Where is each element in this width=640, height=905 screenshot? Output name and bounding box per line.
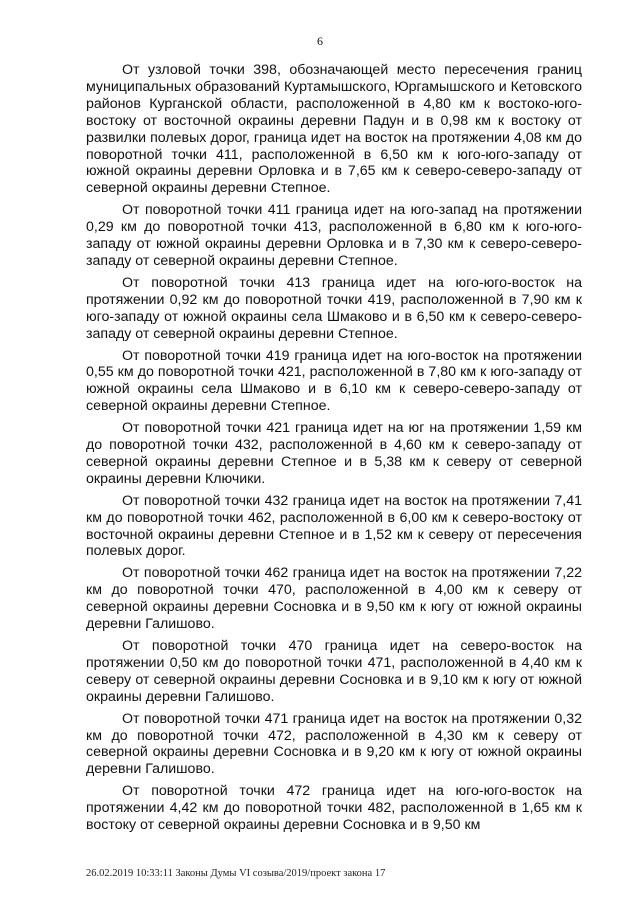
paragraph-6: От поворотной точки 432 граница идет на восток на протяжении 7,41 км до поворотной точки 462, расположенной в 6,00 км к северо-востоку от восточной окраины деревни Степное и в 1,52 км к северу от пересечения полевых дорог. xyxy=(86,492,582,560)
paragraph-7: От поворотной точки 462 граница идет на восток на протяжении 7,22 км до поворотной точки 470, расположенной в 4,00 км к северу от северной окраины деревни Сосновка и в 9,50 км к югу от южной окраины деревни Галишово. xyxy=(86,565,582,633)
paragraph-5: От поворотной точки 421 граница идет на юг на протяжении 1,59 км до поворотной точки 432, расположенной в 4,60 км к северо-западу от северной окраины деревни Степное и в 5,38 км к северу от северной окраины деревни Ключики. xyxy=(86,420,582,487)
paragraph-8: От поворотной точки 470 граница идет на северо-восток на протяжении 0,50 км до поворотной точки 471, расположенной в 4,40 км к северу от северной окраины деревни Сосновка и в 9,10 км к югу от южной окраины деревни Галишово. xyxy=(86,638,582,705)
paragraph-9: От поворотной точки 471 граница идет на восток на протяжении 0,32 км до поворотной точки 472, расположенной в 4,30 км к северу от северной окраины деревни Сосновка и в 9,20 км к югу от южной окраины деревни Галишово. xyxy=(86,710,582,778)
paragraph-1: От узловой точки 398, обозначающей место пересечения границ муниципальных образований Куртамышского, Юргамышского и Кетовского районов Курганской области, расположенной в 4,80 км к востоко-юго-востоку от восточной окраины деревни Падун и в 0,98 км к востоку от развилки полевых дорог, граница идет на восток на протяжении 4,08 км до поворотной точки 411, расположенной в 6,50 км к юго-юго-западу от южной окраины деревни Орловка и в 7,65 км к северо-северо-западу от северной окраины деревни Степное. xyxy=(86,62,582,197)
paragraph-10: От поворотной точки 472 граница идет на юго-юго-восток на протяжении 4,42 км до поворотной точки 482, расположенной в 1,65 км к востоку от северной окраины деревни Сосновка и в 9,50 км xyxy=(86,783,582,834)
document-body xyxy=(86,62,582,839)
footer-note: 26.02.2019 10:33:11 Законы Думы VI созыва/2019/проект закона 17 xyxy=(86,868,386,879)
paragraph-4: От поворотной точки 419 граница идет на юго-восток на протяжении 0,55 км до поворотной точки 421, расположенной в 7,80 км к юго-западу от южной окраины села Шмаково и в 6,10 км к северо-северо-западу от северной окраины деревни Степное. xyxy=(86,347,582,415)
paragraph-2: От поворотной точки 411 граница идет на юго-запад на протяжении 0,29 км до поворотной точки 413, расположенной в 6,80 км к юго-юго-западу от южной окраины деревни Орловка и в 7,30 км к северо-северо-западу от северной окраины деревни Степное. xyxy=(86,202,582,269)
paragraph-3: От поворотной точки 413 граница идет на юго-юго-восток на протяжении 0,92 км до поворотной точки 419, расположенной в 7,90 км к юго-западу от южной окраины села Шмаково и в 6,50 км к северо-северо-западу от северной окраины деревни Степное. xyxy=(86,274,582,342)
page-number: 6 xyxy=(317,34,323,48)
